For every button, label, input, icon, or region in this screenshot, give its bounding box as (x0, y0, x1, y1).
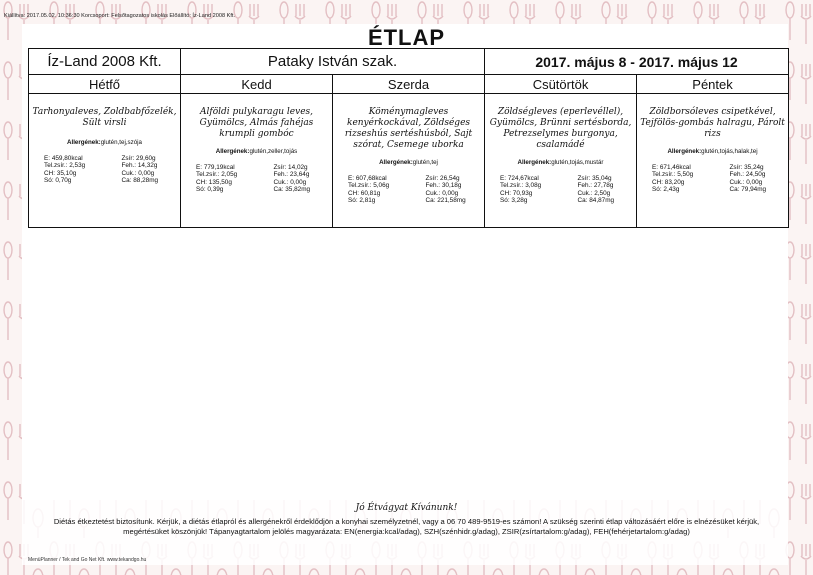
company-name: Íz-Land 2008 Kft. (29, 49, 181, 75)
saturated-fat-value: Tel.zsír.: 2,53g (44, 162, 86, 170)
carb-value: CH: 60,81g (348, 189, 381, 197)
dish-text: Köménymagleves kenyérkockával, Zöldséges rizseshús sertéshúsból, Sajt szórat, Csemege uborka (344, 107, 473, 150)
date-range: 2017. május 8 - 2017. május 12 (485, 49, 789, 75)
allergen-list: glutén,tojás,mustár (551, 159, 604, 166)
day-header-friday: Péntek (637, 75, 789, 94)
protein-value: Feh.: 24,50g (729, 171, 766, 179)
day-cell-monday (29, 94, 181, 228)
allergen-list: glutén,zeller,tojás (249, 148, 298, 155)
allergen-label: Allergének: (667, 148, 702, 155)
energy-value: E: 779,19kcal (196, 164, 235, 171)
salt-value: Só: 2,81g (348, 197, 376, 205)
salt-value: Só: 2,43g (652, 186, 680, 194)
allergen-list: glutén,tej (412, 159, 438, 166)
day-cell-friday (637, 94, 789, 228)
dish-text: Zöldségleves (eperlevéllel), Gyümölcs, Brünni sertésborda, Petrezselymes burgonya, csalamádé (489, 107, 632, 150)
day-header-wednesday: Szerda (333, 75, 485, 94)
allergen-line (184, 148, 329, 155)
manager-name: Pataky István szak. (181, 49, 485, 75)
allergen-label: Allergének: (67, 139, 101, 146)
sugar-value: Cuk.: 0,00g (273, 178, 307, 186)
allergen-label: Allergének: (379, 159, 413, 166)
weekly-menu-table (28, 48, 789, 228)
calcium-value: Ca: 221,58mg (425, 197, 466, 205)
software-credit: MenüPlanner / Tek and Go Net Kft. www.tekandgo.hu (28, 557, 147, 563)
energy-value: E: 607,68kcal (348, 175, 387, 182)
day-header-row (29, 75, 789, 94)
calcium-value: Ca: 79,94mg (729, 186, 767, 194)
allergen-label: Allergének: (215, 148, 250, 155)
diet-note: Diétás étkeztetést biztosítunk. Kérjük, a diétás étlapról és allergénekről érdeklődjön a konyhai személyzetnél, vagy a 06 70 489-9519-es számon! A szükség szerinti étlap változásáért előre is elnézésüket kérjük, megértésüket köszönjük! Tápanyagtartalom jelölés magyarázata: EN(energia:kcal/adag), SZH(szénhidr.g/adag), ZSIR(zsírtartalom:g/adag), FEH(fehérjetartalom:g/adag) (53, 517, 760, 536)
day-cell-thursday (485, 94, 637, 228)
day-header-thursday: Csütörtök (485, 75, 637, 94)
footer (0, 503, 813, 537)
energy-value: E: 459,80kcal (44, 155, 83, 162)
sugar-value: Cuk.: 0,00g (729, 178, 763, 186)
salt-value: Só: 3,28g (500, 197, 528, 205)
sugar-value: Cuk.: 0,00g (425, 189, 459, 197)
carb-value: CH: 70,93g (500, 189, 533, 197)
day-cell-tuesday (181, 94, 333, 228)
energy-value: E: 671,46kcal (652, 164, 691, 171)
nutrition-grid (32, 155, 177, 185)
saturated-fat-value: Tel.zsír.: 5,50g (652, 171, 694, 179)
carb-value: CH: 135,50g (196, 178, 232, 186)
salt-value: Só: 0,70g (44, 177, 72, 185)
saturated-fat-value: Tel.zsír.: 3,08g (500, 182, 542, 190)
fat-value: Zsír: 29,60g (121, 155, 156, 162)
fat-value: Zsír: 26,54g (425, 175, 460, 182)
saturated-fat-value: Tel.zsír.: 2,05g (196, 171, 238, 179)
allergen-line (488, 159, 633, 166)
calcium-value: Ca: 35,82mg (273, 186, 311, 194)
bon-appetit-text: Jó Étvágyat Kívánunk! (355, 503, 458, 513)
dish-text: Tarhonyaleves, Zoldbabfőzelék, Sült virsli (32, 107, 177, 128)
sugar-value: Cuk.: 0,00g (121, 169, 155, 177)
dish-text: Zöldborsóleves csipetkével, Tejfölös-gombás halragu, Párolt rizs (640, 107, 785, 139)
allergen-line (336, 159, 481, 166)
print-info: Kiállítva: 2017.05.02. 10:36:30 Korcsoport: Felsőtagozatos iskolás Előállító: Íz-Land 2008 Kft. (4, 13, 236, 19)
day-header-monday: Hétfő (29, 75, 181, 94)
salt-value: Só: 0,39g (196, 186, 224, 194)
fat-value: Zsír: 14,02g (273, 164, 308, 171)
allergen-list: glutén,tej,szója (100, 139, 142, 146)
sugar-value: Cuk.: 2,50g (577, 189, 611, 197)
calcium-value: Ca: 88,28mg (121, 177, 159, 185)
day-header-tuesday: Kedd (181, 75, 333, 94)
fat-value: Zsír: 35,04g (577, 175, 612, 182)
protein-value: Feh.: 14,32g (121, 162, 158, 170)
nutrition-grid (640, 164, 785, 194)
calcium-value: Ca: 84,87mg (577, 197, 615, 205)
carb-value: CH: 83,20g (652, 178, 685, 186)
carb-value: CH: 35,10g (44, 169, 77, 177)
allergen-list: glutén,tojás,halak,tej (701, 148, 758, 155)
menu-header-row (29, 49, 789, 75)
dish-text: Alföldi pulykaragu leves, Gyümölcs, Almás fahéjas krumpli gombóc (199, 107, 314, 139)
nutrition-grid (184, 164, 329, 194)
saturated-fat-value: Tel.zsír.: 5,06g (348, 182, 390, 190)
allergen-line (32, 139, 177, 146)
day-menu-row (29, 94, 789, 228)
protein-value: Feh.: 23,64g (273, 171, 310, 179)
page-title: ÉTLAP (367, 25, 446, 50)
allergen-label: Allergének: (517, 159, 552, 166)
energy-value: E: 724,67kcal (500, 175, 539, 182)
nutrition-grid (488, 175, 633, 205)
allergen-line (640, 148, 785, 155)
nutrition-grid (336, 175, 481, 205)
protein-value: Feh.: 27,78g (577, 182, 614, 190)
day-cell-wednesday (333, 94, 485, 228)
protein-value: Feh.: 30,18g (425, 182, 462, 190)
fat-value: Zsír: 35,24g (729, 164, 764, 171)
